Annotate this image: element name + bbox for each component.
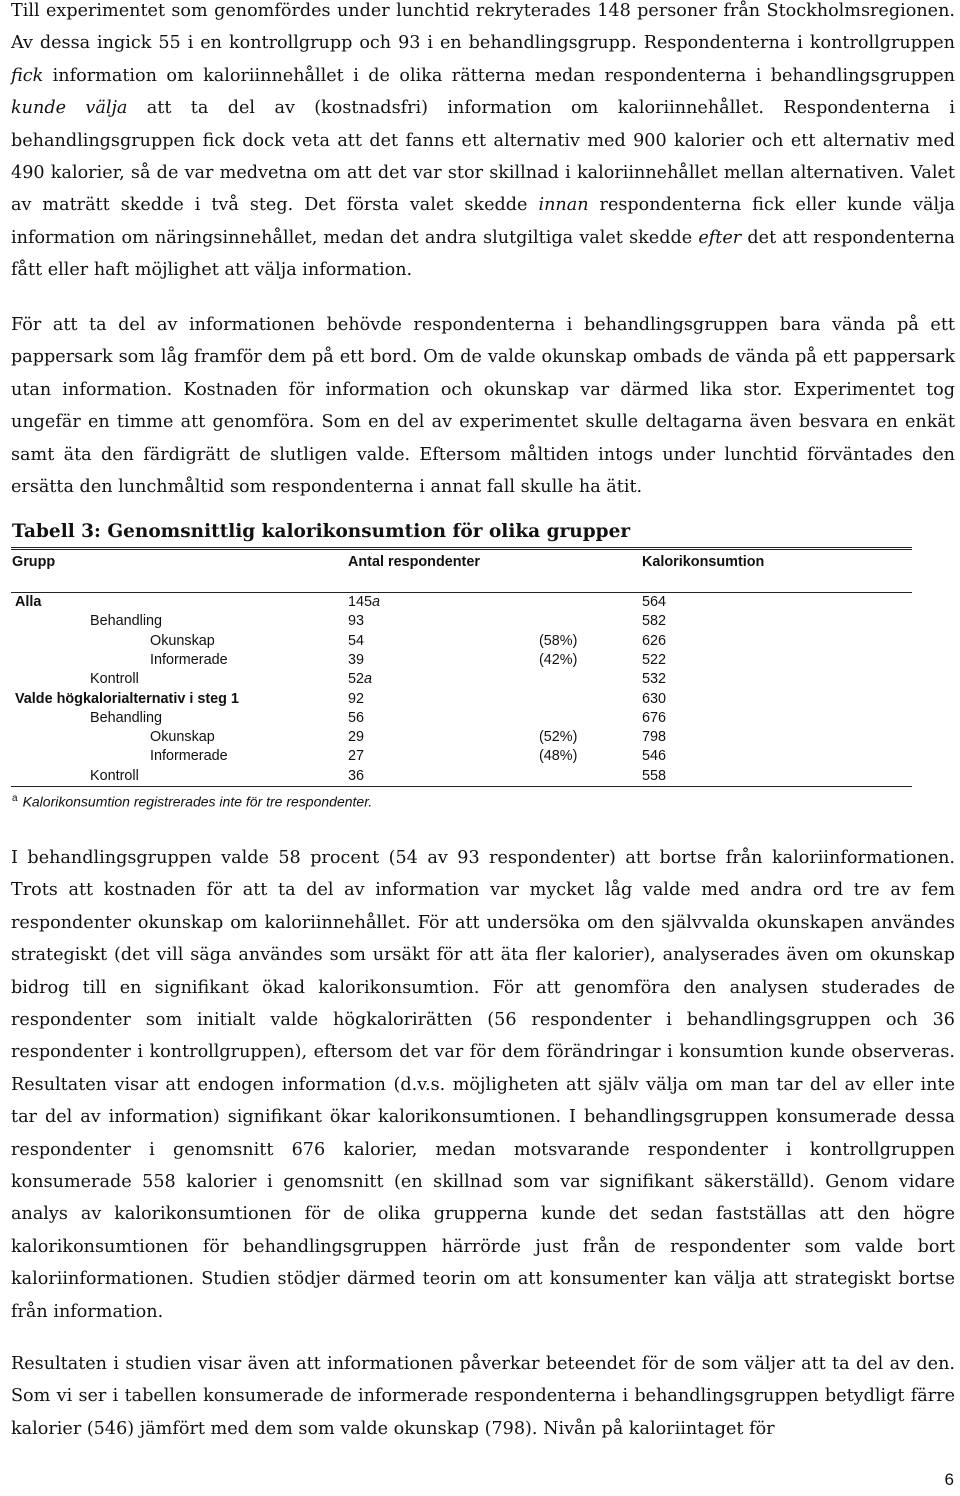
count-value: 29 (348, 729, 365, 746)
row-percent: (52%) (539, 729, 578, 746)
count-value: 36 (348, 767, 365, 784)
emphasis-text: kunde välja (11, 98, 128, 119)
row-calories: 676 (642, 709, 667, 726)
row-count (348, 768, 364, 785)
table-top-rule (11, 549, 912, 550)
row-calories: 564 (642, 594, 667, 610)
count-value: 27 (348, 748, 365, 765)
count-value: 56 (348, 709, 365, 726)
table-footnote (12, 793, 372, 810)
footnote-ref: a (364, 671, 373, 688)
row-count (348, 729, 364, 746)
row-calories: 546 (642, 748, 667, 765)
count-value: 145 (348, 594, 373, 610)
text-run: respondenterna fick eller kunde välja information om näringsinnehållet, medan det andra slutgiltiga valet skedde (11, 195, 956, 248)
row-label: Behandling (90, 613, 163, 630)
count-value: 93 (348, 613, 365, 630)
row-label: Okunskap (150, 632, 215, 649)
row-label: Okunskap (150, 729, 215, 746)
text-run: Till experimentet som genomfördes under lunchtid rekryterades 148 personer från Stockholmsregionen. Av dessa ingick 55 i en kontrollgrupp och 93 i en behandlingsgrupp. Respondenterna i kontrollgruppen (11, 1, 955, 54)
row-count (348, 710, 364, 727)
row-calories: 532 (642, 671, 667, 688)
paragraph-results-continued (11, 1348, 955, 1445)
row-calories: 582 (642, 613, 667, 630)
page-number: 6 (944, 1470, 954, 1489)
paragraph-results (11, 842, 955, 1328)
caption-rule (11, 547, 912, 548)
table-bottom-rule (11, 786, 912, 787)
header-rule (11, 592, 912, 593)
text-run: det att respondenterna fått eller haft möjlighet att välja information. (11, 227, 955, 281)
row-percent: (42%) (539, 651, 578, 668)
row-calories: 522 (642, 651, 667, 668)
row-count (348, 652, 364, 669)
row-label: Kontroll (90, 767, 139, 784)
row-percent: (48%) (539, 748, 578, 765)
footnote-marker: a (12, 793, 18, 804)
row-count (348, 594, 380, 611)
emphasis-text: fick (11, 65, 44, 86)
text-run: att ta del av (kostnadsfri) information om kaloriinnehållet. Respondenterna i behandlingsgruppen fick dock veta att det fanns ett alternativ med 900 kalorier och ett alternativ med 490 kalorier, så de var medvetna om att det var stor skillnad i kaloriinnehållet mellan alternativen. Valet av maträtt skedde i två steg. Det första valet skedde (11, 98, 955, 216)
row-count (348, 613, 364, 630)
row-label: Informerade (150, 748, 228, 765)
count-value: 52 (348, 671, 365, 688)
row-calories: 626 (642, 632, 667, 649)
text-run: Resultaten i studien visar även att informationen påverkar beteendet för de som väljer att ta del av den. Som vi ser i tabellen konsumerade de informerade respondenterna i behandlingsgruppen betydligt färre kalorier (546) jämfört med dem som valde okunskap (798). Nivån på kaloriintaget för (11, 1354, 955, 1439)
footnote-ref: a (372, 594, 381, 610)
paragraph-procedure (11, 309, 955, 503)
row-label: Alla (15, 594, 42, 610)
row-count (348, 671, 372, 688)
row-calories: 798 (642, 729, 667, 746)
text-run: För att ta del av informationen behövde respondenterna i behandlingsgruppen bara vända på ett pappersark som låg framför dem på ett bord. Om de valde okunskap ombads de vända på ett pappersark utan information. Kostnaden för information och okunskap var därmed lika stor. Experimentet tog ungefär en timme att genomföra. Som en del av experimentet skulle deltagarna även besvara en enkät samt äta den färdigrätt de slutligen valde. Eftersom måltiden intogs under lunchtid förväntades den ersätta den lunchmåltid som respondenterna i annat fall skulle ha ätit. (11, 315, 955, 498)
text-run: I behandlingsgruppen valde 58 procent (54 av 93 respondenter) att bortse från kaloriinformationen. Trots att kostnaden för att ta del av information var mycket låg valde med andra ord tre av fem respondenter okunskap om kaloriinnehållet. För att undersöka om den självvalda okunskapen användes strategiskt (det vill säga användes som ursäkt för att äta fler kalorier), analyserades även om okunskap bidrog till en signifikant ökad kalorikonsumtion. För att genomföra den analysen studerades de respondenter som initialt valde högkalorirätten (56 respondenter i behandlingsgruppen och 36 respondenter i kontrollgruppen), eftersom det var för dem förändringar i konsumtion kunde observeras. Resultaten visar att endogen information (d.v.s. möjligheten att själv välja om man tar del av eller inte tar del av information) signifikant ökar kalorikonsumtionen. I behandlingsgruppen konsumerade dessa respondenter i genomsnitt 676 kalorier, medan motsvarande respondenter i kontrollgruppen konsumerade 558 kalorier i genomsnitt (en skillnad som var signifikant säkerställd). Genom vidare analys av kalorikonsumtionen för de olika grupperna kunde det sedan fastställas att den högre kalorikonsumtionen för behandlingsgruppen härrörde just från de respondenter som valde bort kaloriinformationen. Studien stödjer därmed teorin om att konsumenter kan välja att strategiskt bortse från information. (11, 848, 955, 1322)
row-label: Behandling (90, 709, 163, 726)
row-calories: 630 (642, 690, 667, 707)
header-count: Antal respondenter (348, 554, 480, 570)
row-calories: 558 (642, 767, 667, 784)
text-run: information om kaloriinnehållet i de olika rätterna medan respondenterna i behandlingsgruppen (43, 65, 955, 86)
footnote-text: Kalorikonsumtion registrerades inte för tre respondenter. (22, 793, 373, 810)
emphasis-text: efter (698, 227, 742, 248)
row-percent: (58%) (539, 632, 578, 649)
header-group: Grupp (12, 554, 56, 570)
row-label: Valde högkalorialternativ i steg 1 (15, 690, 239, 707)
row-label: Kontroll (90, 671, 139, 688)
count-value: 92 (348, 690, 365, 707)
row-count (348, 633, 364, 650)
emphasis-text: innan (538, 195, 589, 216)
count-value: 39 (348, 651, 365, 668)
header-calories: Kalorikonsumtion (642, 554, 765, 570)
table-caption: Tabell 3: Genomsnittlig kalorikonsumtion för olika grupper (12, 521, 631, 542)
count-value: 54 (348, 632, 365, 649)
row-count (348, 691, 364, 708)
paragraph-method (11, 0, 955, 287)
row-label: Informerade (150, 651, 228, 668)
row-count (348, 748, 364, 765)
